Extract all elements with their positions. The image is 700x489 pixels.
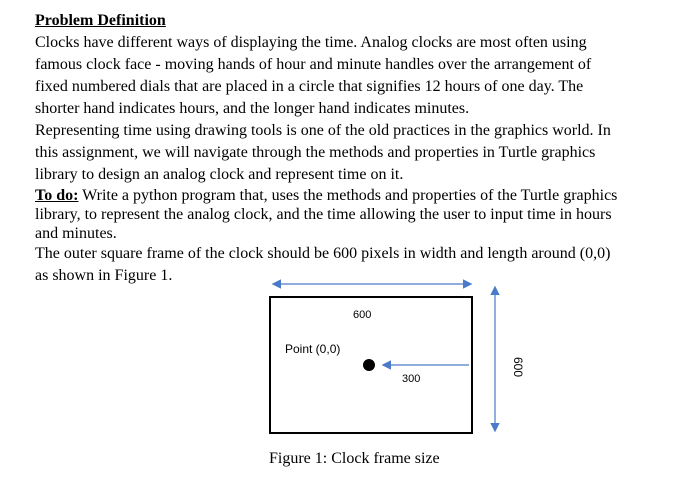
- todo-label: To do:: [35, 187, 79, 204]
- figure-clock-frame: [262, 278, 526, 478]
- text-line: shorter hand indicates hours, and the longer hand indicates minutes.: [35, 100, 470, 117]
- frame-width-label: 600: [353, 309, 372, 321]
- text-line: The outer square frame of the clock should be 600 pixels in width and length around (0,0): [35, 245, 611, 262]
- text-line: and minutes.: [35, 225, 117, 242]
- todo-text: Write a python program that, uses the methods and properties of the Turtle graphics: [78, 187, 618, 204]
- paragraph-clocks: [35, 32, 675, 120]
- heading-problem-definition: Problem Definition: [35, 12, 166, 29]
- figure-caption: Figure 1: Clock frame size: [269, 450, 440, 467]
- paragraph-representing-time: [35, 120, 675, 186]
- text-line: [35, 186, 675, 205]
- text-line: Representing time using drawing tools is one of the old practices in the graphics world. In: [35, 122, 611, 139]
- radius-label: 300: [402, 373, 421, 385]
- text-line: fixed numbered dials that are placed in a circle that signifies 12 hours of one day. The: [35, 78, 584, 95]
- text-line: Clocks have different ways of displaying the time. Analog clocks are most often using: [35, 34, 587, 51]
- text-line: famous clock face - moving hands of hour and minute handles over the arrangement of: [35, 56, 592, 73]
- origin-point-label: Point (0,0): [285, 342, 341, 356]
- document-body: [35, 10, 675, 287]
- text-line: as shown in Figure 1.: [35, 267, 173, 284]
- paragraph-todo: [35, 186, 675, 243]
- text-line: this assignment, we will navigate through the methods and properties in Turtle graphics: [35, 144, 596, 161]
- text-line: library to design an analog clock and represent time on it.: [35, 166, 404, 183]
- frame-height-label: 600: [511, 356, 526, 378]
- text-line: library, to represent the analog clock, and the time allowing the user to input time in hours: [35, 206, 612, 223]
- origin-point-dot: [363, 359, 375, 371]
